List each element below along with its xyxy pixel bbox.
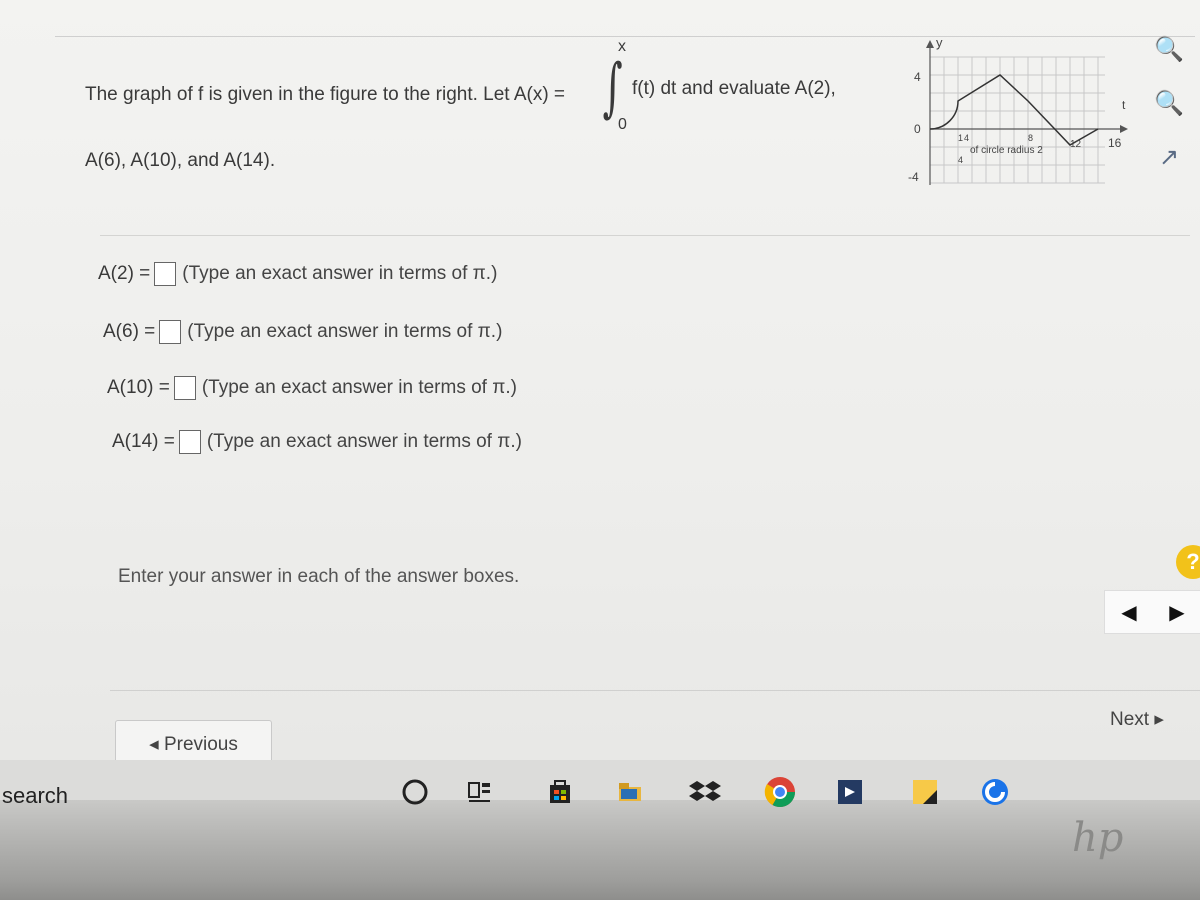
problem-text: The graph of f is given in the figure to the right. Let A(x) = <box>85 84 566 105</box>
answer-input[interactable] <box>174 376 196 400</box>
instructions-text: Enter your answer in each of the answer boxes. <box>118 566 520 587</box>
answer-input[interactable] <box>179 430 201 454</box>
prev-question-icon[interactable]: ◀ <box>1121 601 1137 624</box>
integrand-text: f(t) dt and evaluate A(2), <box>632 78 836 99</box>
hp-logo: hp <box>1072 815 1124 861</box>
section-divider <box>100 235 1190 236</box>
tick-label-16: 16 <box>1108 136 1122 150</box>
integral-upper-limit: x <box>618 38 626 55</box>
sticky-notes-icon[interactable] <box>905 772 945 812</box>
media-icon[interactable] <box>830 772 870 812</box>
question-nav <box>1104 590 1200 634</box>
t-axis-label: t <box>1122 98 1126 112</box>
answer-row <box>103 320 502 344</box>
tick-0: 0 <box>914 122 921 136</box>
answer-row <box>112 430 522 454</box>
zoom-in-icon[interactable]: 🔍 <box>1154 35 1184 63</box>
help-button[interactable]: ? <box>1176 545 1200 579</box>
answer-label: A(10) = <box>107 377 170 398</box>
tick-label-8: 8 <box>1028 133 1034 143</box>
y-axis-label: y <box>936 35 943 50</box>
integral-sign: ∫ <box>602 51 623 125</box>
app-icon[interactable] <box>975 772 1015 812</box>
footer-divider <box>110 690 1200 691</box>
answer-input[interactable] <box>159 320 181 344</box>
answer-row <box>98 262 497 286</box>
answer-label: A(14) = <box>112 431 175 452</box>
tick-label-12: 12 <box>1070 139 1082 150</box>
store-icon[interactable] <box>540 772 580 812</box>
open-external-icon[interactable]: ↗ <box>1158 143 1180 171</box>
next-button[interactable]: Next ▸ <box>1110 709 1164 730</box>
search-box[interactable]: search <box>2 783 69 808</box>
dropbox-icon[interactable] <box>685 772 725 812</box>
tick-neg4: -4 <box>908 170 919 184</box>
file-explorer-icon[interactable] <box>610 772 650 812</box>
answer-hint: (Type an exact answer in terms of π.) <box>182 263 498 284</box>
cortana-icon[interactable] <box>395 772 435 812</box>
problem-text-line2: A(6), A(10), and A(14). <box>85 150 276 171</box>
integral-lower-limit: 0 <box>618 116 627 133</box>
chrome-icon[interactable] <box>760 772 800 812</box>
answer-label: A(2) = <box>98 263 151 284</box>
next-question-icon[interactable]: ▶ <box>1169 601 1185 624</box>
answer-hint: (Type an exact answer in terms of π.) <box>187 321 503 342</box>
answer-label: A(6) = <box>103 321 156 342</box>
answer-row <box>107 376 517 400</box>
laptop-bezel <box>0 800 1200 900</box>
label-circle: of circle radius 2 <box>970 145 1043 156</box>
tick-label-4: 4 <box>964 133 970 143</box>
taskbar-strip <box>0 760 1200 800</box>
function-graph[interactable] <box>900 35 1140 195</box>
label-quarter-num: 1 <box>958 133 964 143</box>
answer-hint: (Type an exact answer in terms of π.) <box>206 431 522 452</box>
tick-4: 4 <box>914 70 921 84</box>
task-view-icon[interactable] <box>460 772 500 812</box>
previous-button[interactable]: ◂ Previous <box>115 720 272 767</box>
zoom-out-icon[interactable]: 🔍 <box>1154 89 1184 117</box>
label-quarter-den: 4 <box>958 155 964 165</box>
answer-input[interactable] <box>154 262 176 286</box>
answer-hint: (Type an exact answer in terms of π.) <box>201 377 517 398</box>
